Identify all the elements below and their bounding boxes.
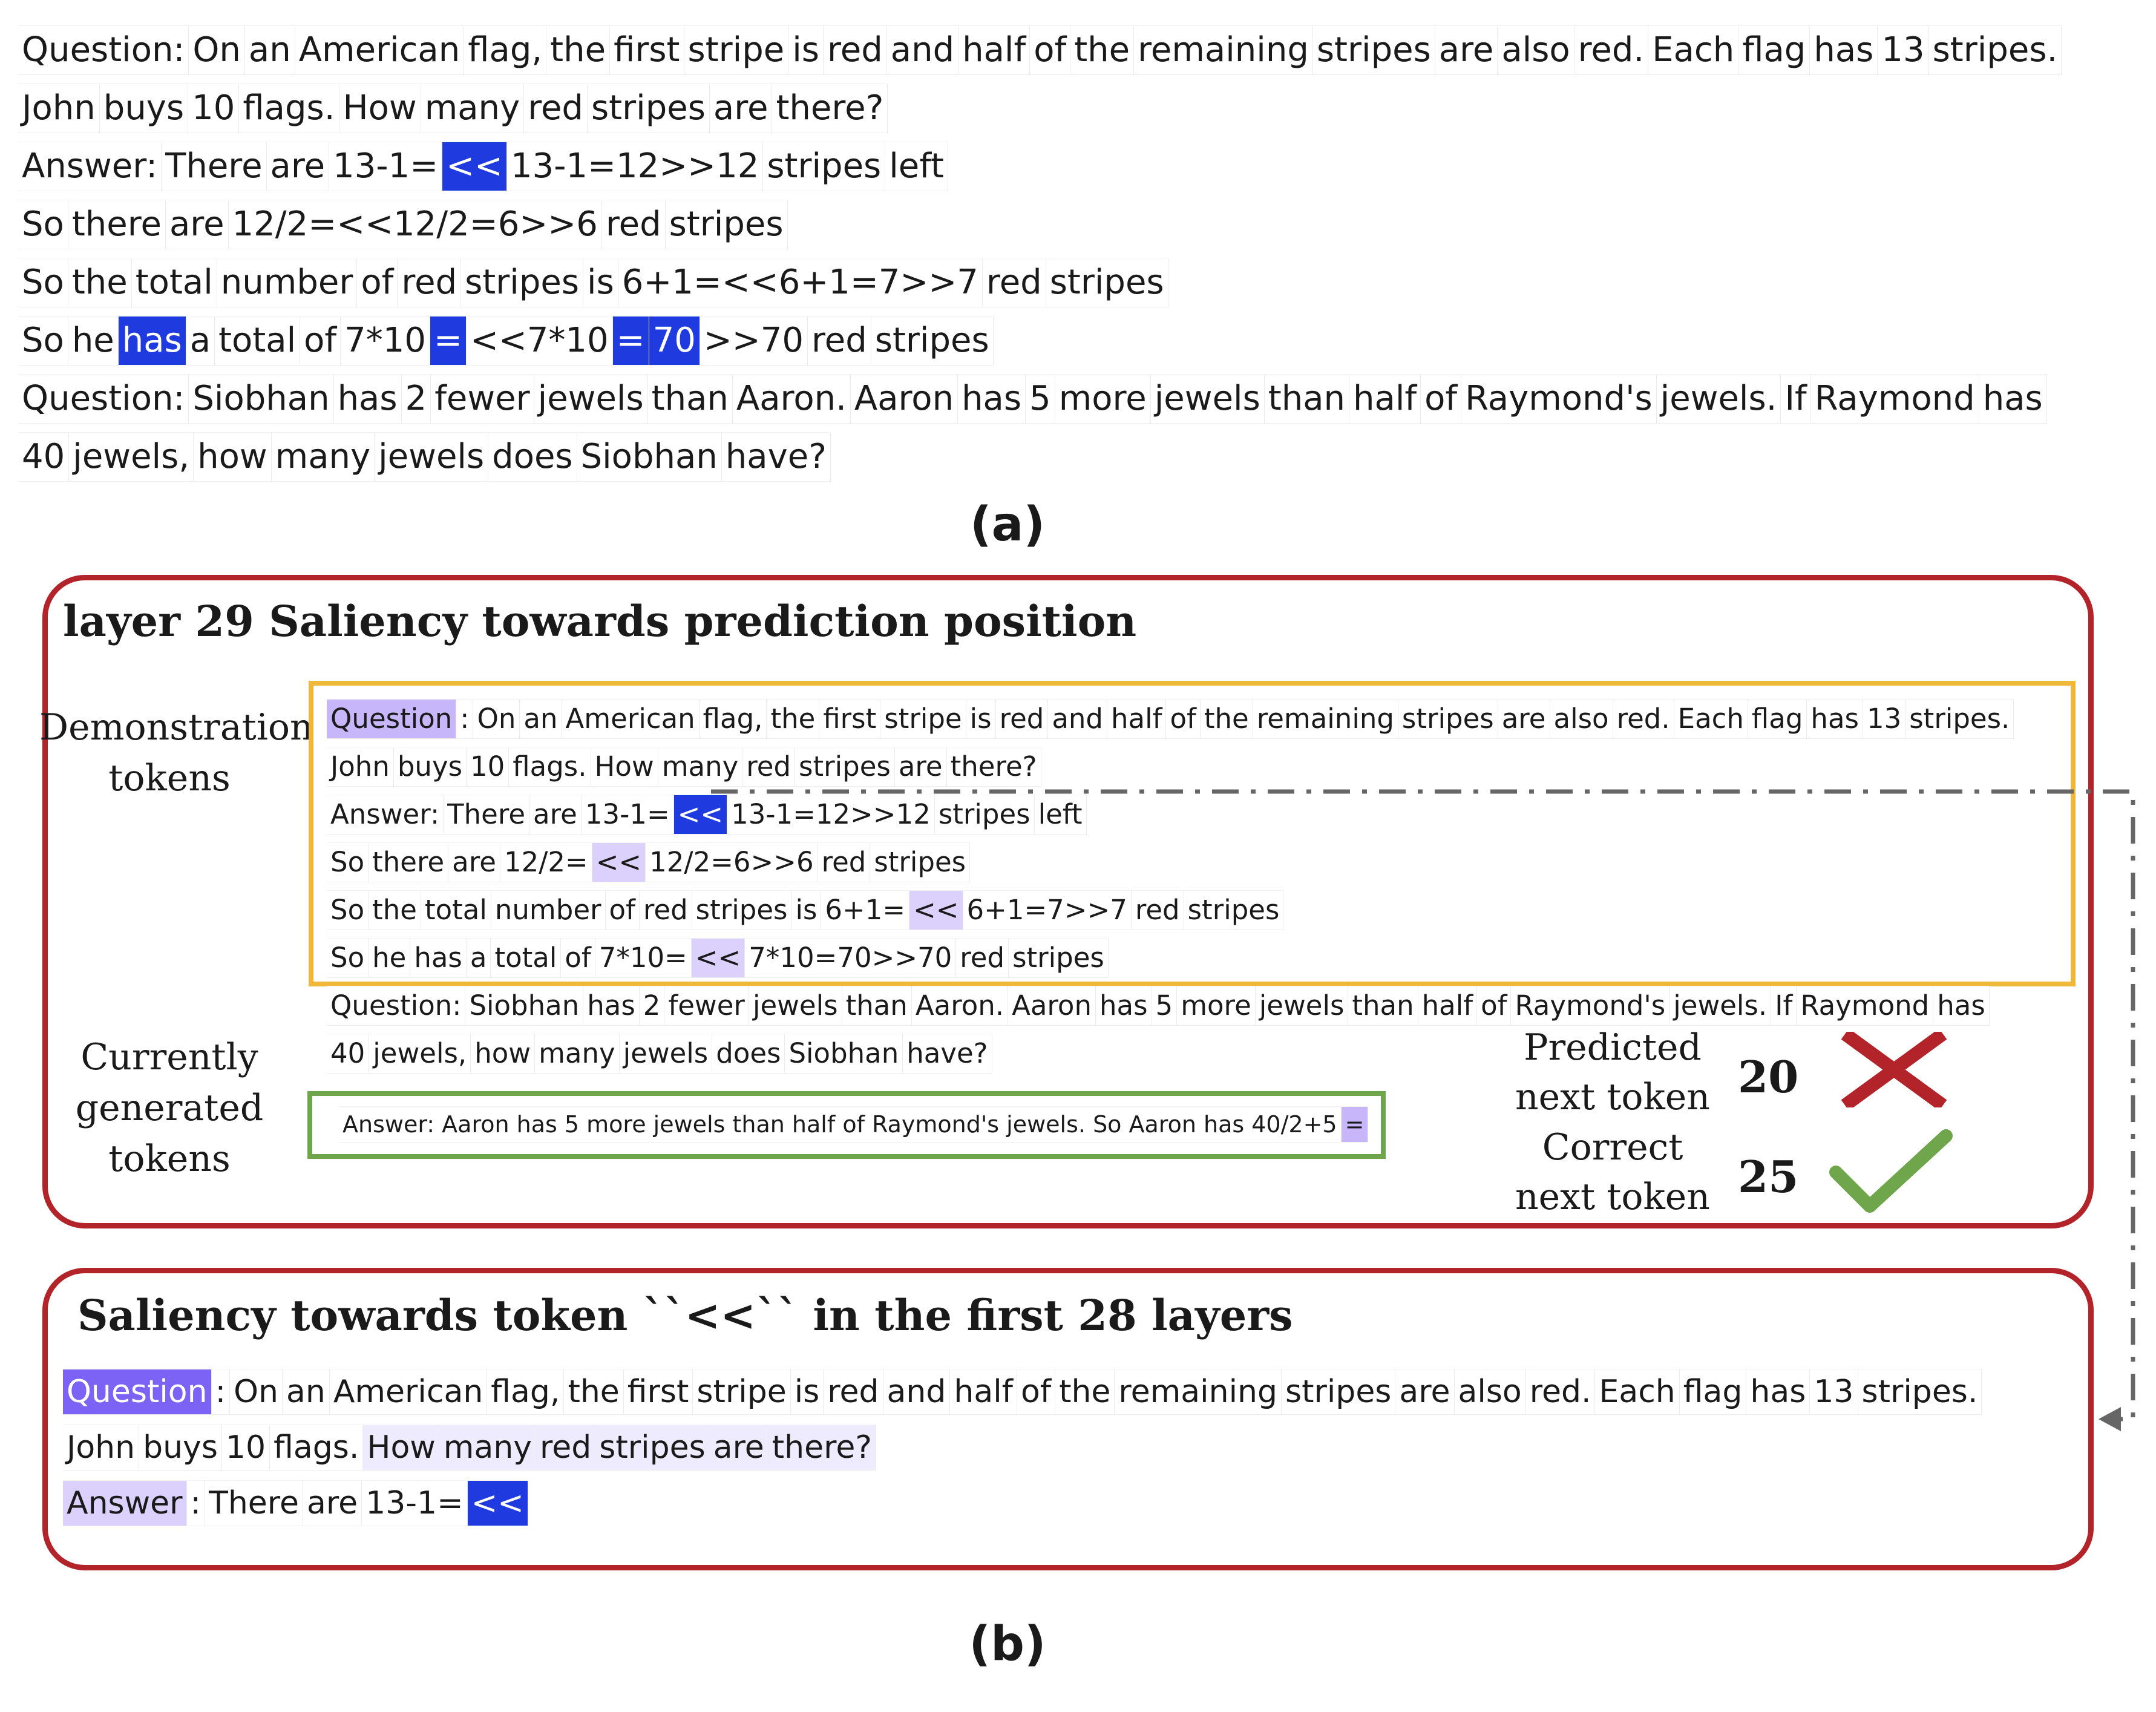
highlighted-token: Question — [327, 699, 456, 739]
token: red — [640, 890, 692, 930]
token: Siobhan — [465, 986, 583, 1026]
token: half — [1349, 374, 1421, 424]
token: 7*10 — [341, 316, 430, 366]
token: has — [958, 374, 1026, 424]
token: 13-1=12>>12 — [507, 142, 763, 191]
token: also — [1550, 699, 1613, 739]
token: So — [327, 890, 369, 930]
token: total — [421, 890, 491, 930]
token: than — [1265, 374, 1349, 424]
token: buys — [100, 84, 188, 133]
token: an — [245, 25, 295, 75]
token: number — [491, 890, 606, 930]
token: the — [1070, 25, 1134, 75]
token: has — [1979, 374, 2047, 424]
token: Aaron — [1008, 986, 1096, 1026]
token: Siobhan — [785, 1034, 903, 1074]
token: many — [658, 747, 743, 787]
token: flag, — [487, 1369, 564, 1415]
token: 13 — [1810, 1369, 1858, 1415]
label-line: next token — [1515, 1076, 1710, 1118]
token: has — [1807, 699, 1863, 739]
token: total — [132, 258, 217, 307]
token: stripes — [461, 258, 583, 307]
token: he — [68, 316, 119, 366]
token: and — [1048, 699, 1107, 739]
token: 2 — [402, 374, 431, 424]
token: left — [885, 142, 948, 191]
token: So — [327, 842, 369, 882]
token: stripes — [795, 747, 895, 787]
highlighted-token: red — [536, 1425, 595, 1471]
token: has — [1810, 25, 1878, 75]
token: Each — [1648, 25, 1738, 75]
token: 40 — [18, 432, 69, 482]
highlighted-token: 70 — [649, 316, 700, 366]
token: : — [212, 1369, 231, 1415]
token: <<7*10 — [467, 316, 613, 366]
token: How — [339, 84, 421, 133]
highlighted-token: Answer — [63, 1480, 187, 1526]
token: 12/2= — [500, 842, 592, 882]
token: is — [788, 25, 824, 75]
token: of — [1477, 986, 1511, 1026]
token: how — [194, 432, 272, 482]
token: 13-1= — [582, 795, 674, 835]
token: red — [824, 1369, 883, 1415]
token: 40 — [327, 1034, 369, 1074]
token: half — [958, 25, 1030, 75]
token: there? — [947, 747, 1041, 787]
token: American — [295, 25, 465, 75]
token: have? — [722, 432, 831, 482]
token: Raymond's — [1461, 374, 1657, 424]
token: stripes — [588, 84, 710, 133]
label-line: Correct — [1542, 1126, 1683, 1169]
token: stripes. — [1929, 25, 2062, 75]
token: stripes. — [1905, 699, 2014, 739]
token: a — [186, 316, 215, 366]
token: more — [1055, 374, 1151, 424]
token: red — [956, 938, 1009, 978]
token: remaining — [1115, 1369, 1282, 1415]
token: are — [895, 747, 947, 787]
token: there — [68, 200, 166, 249]
token: On — [189, 25, 245, 75]
token: 13 — [1878, 25, 1928, 75]
token: red — [602, 200, 666, 249]
token: fewer — [431, 374, 534, 424]
token: Question: — [18, 374, 189, 424]
token: stripes — [1313, 25, 1435, 75]
token: has — [1746, 1369, 1810, 1415]
highlighted-token: << — [592, 842, 646, 882]
label-line: generated — [75, 1087, 264, 1129]
token: red. — [1574, 25, 1649, 75]
token: Raymond — [1811, 374, 1979, 424]
highlighted-token: = — [613, 316, 649, 366]
token: stripes. — [1858, 1369, 1982, 1415]
token: flag, — [464, 25, 546, 75]
token: many — [272, 432, 375, 482]
token: also — [1498, 25, 1574, 75]
highlighted-token: are — [710, 1425, 768, 1471]
token: he — [369, 938, 410, 978]
correct-next-token-value: 25 — [1738, 1151, 1799, 1202]
token: of — [1017, 1369, 1055, 1415]
token: John — [18, 84, 100, 133]
token: Aaron. — [912, 986, 1008, 1026]
token: an — [520, 699, 562, 739]
token: is — [791, 890, 821, 930]
token: does — [488, 432, 577, 482]
highlighted-token: = — [430, 316, 467, 366]
token: is — [966, 699, 996, 739]
token: jewels — [534, 374, 648, 424]
token: are — [1395, 1369, 1454, 1415]
token: red — [742, 747, 795, 787]
label-line: Predicted — [1524, 1026, 1702, 1069]
highlighted-token: there? — [768, 1425, 876, 1471]
token: has — [583, 986, 640, 1026]
token: red — [824, 25, 887, 75]
token: are — [303, 1480, 362, 1526]
token: has — [1096, 986, 1152, 1026]
token: does — [712, 1034, 785, 1074]
token: red — [1132, 890, 1184, 930]
token: a — [467, 938, 491, 978]
token: jewels — [375, 432, 488, 482]
token: buys — [394, 747, 467, 787]
label-line: tokens — [108, 1138, 231, 1180]
token: American — [330, 1369, 487, 1415]
highlighted-token: How — [363, 1425, 439, 1471]
token: is — [583, 258, 618, 307]
token: stripes — [1009, 938, 1109, 978]
label-line: next token — [1515, 1176, 1710, 1218]
token: first — [624, 1369, 693, 1415]
token: On — [473, 699, 520, 739]
token: Answer: Aaron has 5 more jewels than half of Raymond's jewels. So Aaron has 40/2+5 — [339, 1106, 1342, 1143]
highlighted-token: << — [468, 1480, 528, 1526]
token: the — [1055, 1369, 1115, 1415]
token: 7*10=70>>70 — [745, 938, 956, 978]
token: 12/2=6>>6 — [646, 842, 818, 882]
token: the — [546, 25, 610, 75]
token: has — [334, 374, 402, 424]
token: number — [217, 258, 358, 307]
token: flag — [1680, 1369, 1747, 1415]
token: flags. — [270, 1425, 363, 1471]
token: many — [535, 1034, 620, 1074]
token: and — [883, 1369, 951, 1415]
token: 5 — [1152, 986, 1178, 1026]
token: total — [491, 938, 561, 978]
token: American — [562, 699, 700, 739]
token: have? — [903, 1034, 992, 1074]
token: of — [561, 938, 595, 978]
token: first — [610, 25, 684, 75]
token: stripes — [870, 842, 970, 882]
token: are — [529, 795, 582, 835]
token: 13-1=12>>12 — [727, 795, 935, 835]
token: So — [18, 200, 68, 249]
token: : — [187, 1480, 206, 1526]
token: Question: — [327, 986, 465, 1026]
token: than — [648, 374, 733, 424]
token: There — [162, 142, 266, 191]
token: >>70 — [700, 316, 808, 366]
highlighted-token: << — [442, 142, 507, 191]
token: red. — [1526, 1369, 1596, 1415]
token: If — [1771, 986, 1797, 1026]
highlighted-token: << — [674, 795, 727, 835]
token: Each — [1595, 1369, 1679, 1415]
token: 6+1= — [821, 890, 909, 930]
highlighted-token: << — [692, 938, 745, 978]
token: stripe — [693, 1369, 790, 1415]
token: Raymond — [1797, 986, 1933, 1026]
highlighted-token: = — [1342, 1106, 1369, 1143]
token: Answer: — [18, 142, 162, 191]
token: the — [369, 890, 421, 930]
token: how — [471, 1034, 535, 1074]
token: So — [327, 938, 369, 978]
token: stripe — [880, 699, 966, 739]
token: jewels. — [1657, 374, 1781, 424]
token: Question: — [18, 25, 189, 75]
token: red — [996, 699, 1049, 739]
token: stripe — [684, 25, 789, 75]
token: How — [591, 747, 658, 787]
token: flags. — [509, 747, 591, 787]
token: jewels. — [1669, 986, 1771, 1026]
token: 6+1=7>>7 — [963, 890, 1132, 930]
token: there? — [772, 84, 888, 133]
token: Aaron. — [733, 374, 851, 424]
token: 10 — [222, 1425, 270, 1471]
token: are — [1498, 699, 1550, 739]
predicted-next-token-value: 20 — [1738, 1051, 1799, 1103]
token: flags. — [239, 84, 339, 133]
token: are — [267, 142, 330, 191]
token: of — [606, 890, 640, 930]
token: jewels, — [69, 432, 194, 482]
token: has — [410, 938, 467, 978]
token: So — [18, 258, 68, 307]
token: remaining — [1253, 699, 1398, 739]
token: first — [819, 699, 880, 739]
token: 7*10= — [595, 938, 692, 978]
token: of — [1166, 699, 1200, 739]
token: stripes — [1282, 1369, 1395, 1415]
token: than — [842, 986, 912, 1026]
token: left — [1035, 795, 1087, 835]
token: John — [327, 747, 394, 787]
token: red — [524, 84, 588, 133]
token: are — [448, 842, 500, 882]
token: of — [1421, 374, 1461, 424]
token: flag — [1748, 699, 1807, 739]
token: If — [1781, 374, 1810, 424]
token: red — [983, 258, 1046, 307]
token: fewer — [664, 986, 749, 1026]
token: more — [1177, 986, 1256, 1026]
caption-b: (b) — [969, 1617, 1046, 1671]
token: 13-1= — [329, 142, 442, 191]
token: of — [1030, 25, 1070, 75]
token: is — [791, 1369, 824, 1415]
token: John — [63, 1425, 139, 1471]
token: red. — [1613, 699, 1674, 739]
token: of — [300, 316, 341, 366]
token: the — [767, 699, 819, 739]
token: the — [564, 1369, 623, 1415]
token: stripes — [666, 200, 788, 249]
token: stripes — [871, 316, 994, 366]
token: 6+1=<<6+1=7>>7 — [618, 258, 983, 307]
token: stripes — [692, 890, 792, 930]
token: Siobhan — [189, 374, 333, 424]
token: 12/2=<<12/2=6>>6 — [229, 200, 602, 249]
token: remaining — [1134, 25, 1313, 75]
label-line: tokens — [108, 757, 231, 799]
token: red — [398, 258, 461, 307]
token: 10 — [467, 747, 509, 787]
token: many — [421, 84, 525, 133]
token: flag — [1738, 25, 1810, 75]
token: 10 — [188, 84, 239, 133]
token: jewels — [1256, 986, 1349, 1026]
token: an — [283, 1369, 330, 1415]
token: stripes — [1398, 699, 1498, 739]
token: also — [1455, 1369, 1526, 1415]
token: half — [1418, 986, 1477, 1026]
highlighted-token: << — [909, 890, 963, 930]
token: red — [808, 316, 871, 366]
token: stripes — [1184, 890, 1284, 930]
token: stripes — [1046, 258, 1168, 307]
token: total — [215, 316, 300, 366]
token: 2 — [640, 986, 665, 1026]
token: 13-1= — [362, 1480, 468, 1526]
token: jewels — [620, 1034, 713, 1074]
token: than — [1348, 986, 1418, 1026]
token: has — [1933, 986, 1990, 1026]
token: half — [1107, 699, 1166, 739]
token: stripes — [763, 142, 885, 191]
token: Each — [1674, 699, 1748, 739]
token: So — [18, 316, 68, 366]
first28-panel-title: Saliency towards token ``<<`` in the first 28 layers — [77, 1290, 1293, 1340]
token: of — [357, 258, 398, 307]
token: there — [369, 842, 448, 882]
token: Siobhan — [577, 432, 722, 482]
token: the — [68, 258, 132, 307]
token: jewels, — [369, 1034, 471, 1074]
layer29-panel-title: layer 29 Saliency towards prediction position — [63, 596, 1137, 646]
token: flag, — [700, 699, 767, 739]
token: red — [818, 842, 871, 882]
token: and — [887, 25, 958, 75]
token: are — [166, 200, 229, 249]
label-line: Currently — [80, 1036, 258, 1078]
token: are — [1435, 25, 1498, 75]
highlighted-token: has — [119, 316, 186, 366]
token: buys — [139, 1425, 222, 1471]
token: 5 — [1026, 374, 1055, 424]
highlighted-token: many — [440, 1425, 536, 1471]
token: There — [444, 795, 529, 835]
token: Aaron — [851, 374, 958, 424]
token: On — [230, 1369, 283, 1415]
token: stripes — [935, 795, 1035, 835]
connector-arrowhead-icon — [2099, 1407, 2121, 1431]
highlighted-token: Question — [63, 1369, 212, 1415]
label-line: Demonstration — [39, 706, 313, 749]
token: Raymond's — [1511, 986, 1669, 1026]
token: are — [710, 84, 773, 133]
highlighted-token: stripes — [595, 1425, 709, 1471]
token: jewels — [749, 986, 842, 1026]
token: half — [950, 1369, 1017, 1415]
token: the — [1201, 699, 1253, 739]
token: jewels — [1151, 374, 1265, 424]
token: There — [205, 1480, 303, 1526]
token: 13 — [1863, 699, 1905, 739]
token: : — [456, 699, 473, 739]
caption-a: (a) — [970, 497, 1045, 552]
token: Answer: — [327, 795, 444, 835]
